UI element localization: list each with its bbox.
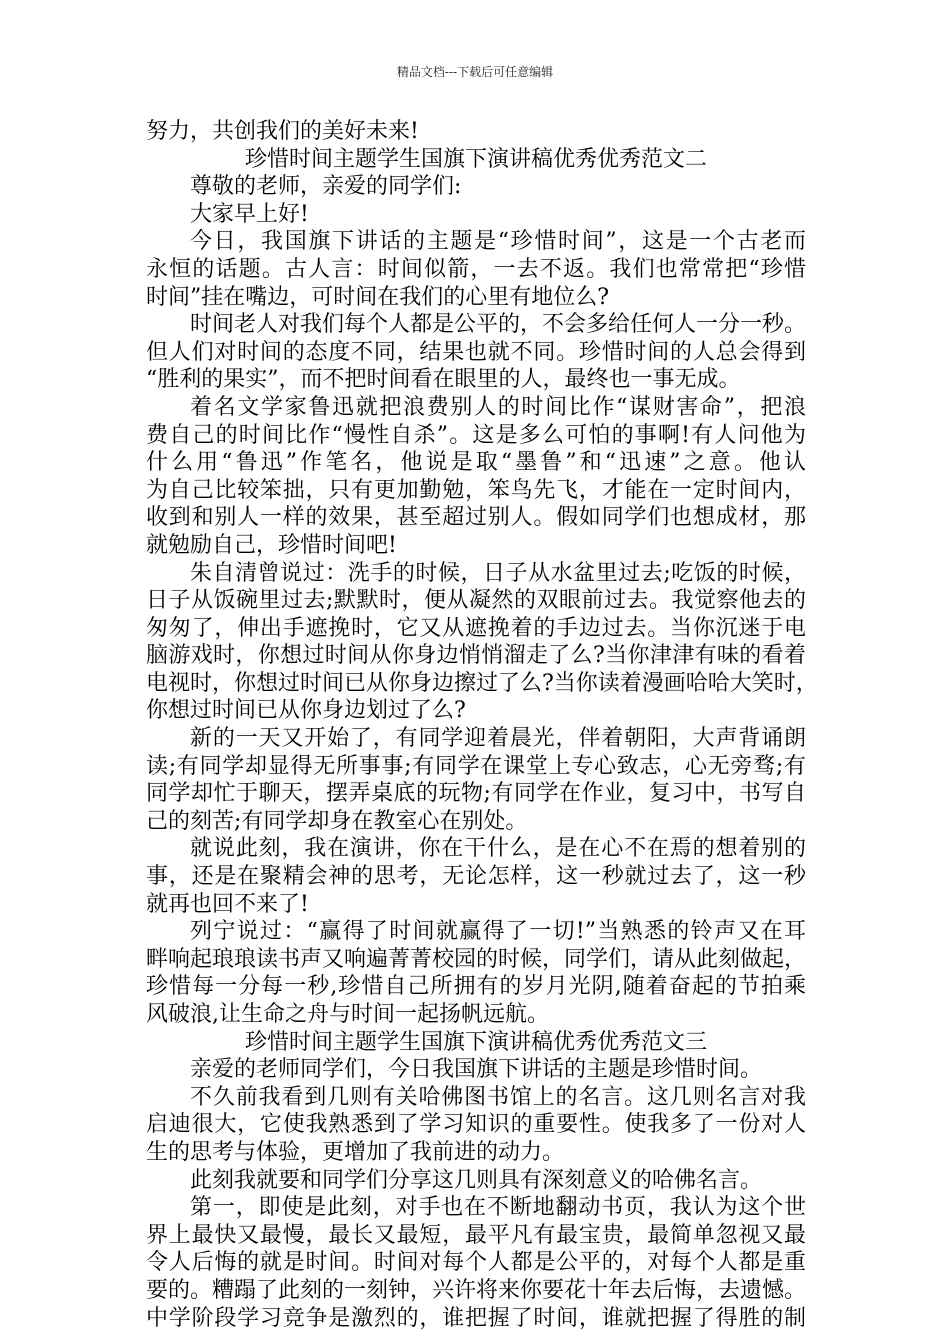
text-line: “胜利的果实”，而不把时间看在眼里的人，最终也一事无成。 [146,367,741,393]
text-line: 新的一天又开始了，有同学迎着晨光，伴着朝阳，大声背诵朗 [190,726,806,752]
section-heading: 珍惜时间主题学生国旗下演讲稿优秀优秀范文二 [244,146,707,172]
text-line: 读;有同学却显得无所事事;有同学在课堂上专心致志，心无旁骛;有 [146,753,806,779]
text-line: 但人们对时间的态度不同，结果也就不同。珍惜时间的人总会得到 [146,339,806,365]
text-line: 第一，即使是此刻，对手也在不断地翻动书页，我认为这个世 [190,1195,806,1221]
text-line: 事，还是在聚精会神的思考，无论怎样，这一秒就过去了，这一秒 [146,864,806,890]
text-line: 时间老人对我们每个人都是公平的，不会多给任何人一分一秒。 [190,312,807,338]
text-line: 同学却忙于聊天，摆弄桌底的玩物;有同学在作业，复习中，书写自 [146,781,806,807]
text-line: 电视时，你想过时间已从你身边擦过了么?当你读着漫画哈哈大笑时， [146,670,818,696]
text-line: 生的思考与体验，更增加了我前进的动力。 [146,1139,565,1165]
text-line: 朱自清曾说过：洗手的时候，日子从水盆里过去;吃饭的时候， [190,560,806,586]
text-line: 就说此刻，我在演讲，你在干什么，是在心不在焉的想着别的 [190,836,806,862]
text-line: 为自己比较笨拙，只有更加勤勉，笨鸟先飞，才能在一定时间内， [146,477,806,503]
text-line: 大家早上好! [190,201,309,227]
text-line: 不久前我看到几则有关哈佛图书馆上的名言。这几则名言对我 [190,1084,806,1110]
text-line: 就再也回不来了! [146,891,309,917]
text-line: 启迪很大，它使我熟悉到了学习知识的重要性。使我多了一份对人 [146,1112,806,1138]
text-line: 努力，共创我们的美好未来! [146,119,419,144]
text-line: 此刻我就要和同学们分享这几则具有深刻意义的哈佛名言。 [190,1167,763,1193]
text-line: 要的。糟蹋了此刻的一刻钟，兴许将来你要花十年去后悔，去遗憾。 [146,1277,807,1303]
section-heading: 珍惜时间主题学生国旗下演讲稿优秀优秀范文三 [244,1029,707,1055]
text-line: 收到和别人一样的效果，甚至超过别人。假如同学们也想成材，那 [146,505,806,531]
text-line: 珍惜每一分每一秒,珍惜自己所拥有的岁月光阴,随着奋起的节拍乘 [146,974,806,1000]
text-line: 令人后悔的就是时间。时间对每个人都是公平的，对每个人都是重 [146,1250,806,1276]
text-line: 亲爱的老师同学们，今日我国旗下讲话的主题是珍惜时间。 [190,1057,763,1083]
text-line: 列宁说过：“赢得了时间就赢得了一切!”当熟悉的铃声又在耳 [190,919,806,945]
text-line: 界上最快又最慢，最长又最短，最平凡有最宝贵，最简单忽视又最 [146,1222,806,1248]
page-header: 精品文档---下载后可任意编辑 [396,65,554,79]
text-line: 脑游戏时，你想过时间从你身边悄悄溜走了么?当你津津有味的看着 [146,643,806,669]
text-line: 永恒的话题。古人言：时间似箭，一去不返。我们也常常把“珍惜 [146,256,806,282]
text-line: 日子从饭碗里过去;默默时，便从凝然的双眼前过去。我觉察他去的 [146,588,806,614]
text-line: 你想过时间已从你身边划过了么? [146,698,466,724]
text-line: 着名文学家鲁迅就把浪费别人的时间比作“谋财害命”，把浪 [190,394,806,420]
text-line: 匆匆了，伸出手遮挽时，它又从遮挽着的手边过去。当你沉迷于电 [146,615,806,641]
text-line: 什么用“鲁迅”作笔名，他说是取“墨鲁”和“迅速”之意。他认 [146,450,806,476]
text-line: 费自己的时间比作“慢性自杀”。这是多么可怕的事啊!有人问他为 [146,422,806,448]
text-line: 就勉励自己，珍惜时间吧! [146,532,397,558]
text-line: 时间”挂在嘴边，可时间在我们的心里有地位么? [146,284,610,310]
text-line: 中学阶段学习竞争是激烈的，谁把握了时间，谁就把握了得胜的制 [146,1305,806,1331]
text-line: 今日，我国旗下讲话的主题是“珍惜时间”，这是一个古老而 [190,229,806,255]
document-body [146,118,818,1332]
text-line: 尊敬的老师，亲爱的同学们: [190,174,462,200]
text-line: 畔响起琅琅读书声又响遍菁菁校园的时候，同学们，请从此刻做起， [146,946,807,972]
text-line: 风破浪,让生命之舟与时间一起扬帆远航。 [146,1002,549,1027]
text-line: 己的刻苦;有同学却身在教室心在别处。 [146,808,528,834]
